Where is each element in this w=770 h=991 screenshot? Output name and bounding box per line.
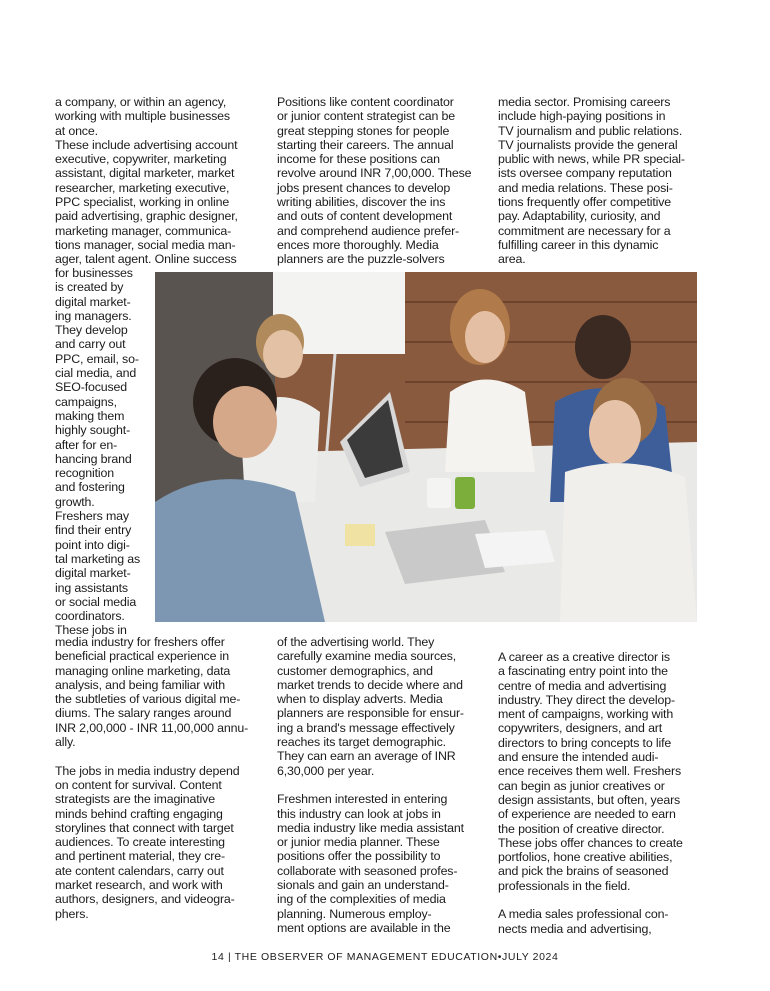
text-line: after for en- <box>55 437 118 452</box>
text-line: researcher, marketing executive, <box>55 180 230 195</box>
text-line: sionals and gain an understand- <box>277 878 449 893</box>
text-line: jobs present chances to develop <box>277 180 451 195</box>
text-line: and fostering <box>55 480 125 495</box>
text-line: These jobs offer chances to create <box>498 835 683 850</box>
text-line: ists oversee company reputation <box>498 166 672 181</box>
text-line: public with news, while PR special- <box>498 152 685 167</box>
text-line: carefully examine media sources, <box>277 649 457 664</box>
text-line: executive, copywriter, marketing <box>55 152 227 167</box>
text-line: planning. Numerous employ- <box>277 906 432 921</box>
text-line: customer demographics, and <box>277 663 433 678</box>
text-line: or junior media planner. These <box>277 835 440 850</box>
text-line: ing a brand's message effectively <box>277 720 455 735</box>
text-line: ing managers. <box>55 308 132 323</box>
text-line: working with multiple businesses <box>55 109 230 124</box>
text-line: ment options are available in the <box>277 920 451 935</box>
text-line: campaigns, <box>55 394 117 409</box>
text-line: ing assistants <box>55 580 128 595</box>
text-line: managing online marketing, data <box>55 663 231 678</box>
text-line: media industry for freshers offer <box>55 635 225 649</box>
paragraph-gap <box>498 893 683 907</box>
text-line: ate content calendars, carry out <box>55 863 224 878</box>
text-line: planners are responsible for ensur- <box>277 706 464 721</box>
text-line: at once. <box>55 123 98 138</box>
text-line: this industry can look at jobs in <box>277 806 441 821</box>
text-line: media sector. Promising careers <box>498 95 671 109</box>
publication-name: THE OBSERVER OF MANAGEMENT EDUCATION <box>234 951 498 963</box>
text-line: audiences. To create interesting <box>55 835 225 850</box>
text-line: Freshmen interested in entering <box>277 792 448 807</box>
text-line: authors, designers, and videogra- <box>55 892 235 907</box>
text-line: minds behind crafting engaging <box>55 806 223 821</box>
paragraph-gap <box>55 749 248 763</box>
text-line: reaches its target demographic. <box>277 735 446 750</box>
text-line: point into digi- <box>55 537 130 552</box>
text-line: directors to bring concepts to life <box>498 735 672 750</box>
text-line: cial media, and <box>55 366 137 381</box>
text-line: the position of creative director. <box>498 821 665 836</box>
text-line: market research, and work with <box>55 878 223 893</box>
text-line: assistant, digital marketer, market <box>55 166 235 181</box>
text-line: can begin as junior creatives or <box>498 778 665 793</box>
column-2-top <box>277 95 471 267</box>
text-line: great stepping stones for people <box>277 123 450 138</box>
text-line: TV journalism and public relations. <box>498 123 683 138</box>
text-line: find their entry <box>55 523 132 538</box>
column-2-bottom <box>277 635 464 935</box>
text-line: coordinators. <box>55 609 125 624</box>
text-line: when to display adverts. Media <box>277 692 443 707</box>
text-line: collaborate with seasoned profes- <box>277 863 458 878</box>
text-line: and carry out <box>55 337 126 352</box>
text-line: centre of media and advertising <box>498 678 667 693</box>
text-line: A career as a creative director is <box>498 650 670 664</box>
footer-dot: • <box>497 951 503 963</box>
text-line: A media sales professional con- <box>498 907 669 922</box>
text-line: digital market- <box>55 294 131 309</box>
text-line: or social media <box>55 594 137 609</box>
text-line: These include advertising account <box>55 137 238 152</box>
text-line: paid advertising, graphic designer, <box>55 209 238 224</box>
text-line: of experience are needed to earn <box>498 807 676 822</box>
text-line: analysis, and being familiar with <box>55 677 225 692</box>
text-line: commitment are necessary for a <box>498 223 671 238</box>
team-meeting-photo <box>155 272 697 622</box>
text-line: market trends to decide where and <box>277 677 463 692</box>
text-line: recognition <box>55 466 114 481</box>
text-line: portfolios, hone creative abilities, <box>498 850 673 865</box>
text-line: income for these positions can <box>277 152 440 167</box>
text-line: beneficial practical experience in <box>55 649 229 664</box>
text-line: area. <box>498 252 526 267</box>
text-line: and outs of content development <box>277 209 453 224</box>
text-line: Positions like content coordinator <box>277 95 454 109</box>
column-1-top <box>55 95 238 267</box>
text-line: tions manager, social media man- <box>55 237 236 252</box>
text-line: PPC, email, so- <box>55 351 139 366</box>
text-line: ager, talent agent. Online success <box>55 252 237 267</box>
column-1-bottom <box>55 635 248 921</box>
text-line: digital market- <box>55 566 131 581</box>
column-3-top <box>498 95 685 267</box>
text-line: a fascinating entry point into the <box>498 664 668 679</box>
text-line: planners are the puzzle-solvers <box>277 252 445 267</box>
text-line: phers. <box>55 906 89 921</box>
text-line: They develop <box>55 323 128 338</box>
text-line: a company, or within an agency, <box>55 95 227 109</box>
text-line: nects media and advertising, <box>498 921 652 936</box>
text-line: professionals in the field. <box>498 878 631 893</box>
text-line: pay. Adaptability, curiosity, and <box>498 209 661 224</box>
text-line: PPC specialist, working in online <box>55 195 230 210</box>
text-line: writing abilities, discover the ins <box>277 195 446 210</box>
column-3-bottom <box>498 650 683 936</box>
paragraph-gap <box>277 778 464 792</box>
text-line: INR 2,00,000 - INR 11,00,000 annu- <box>55 720 249 735</box>
column-1-wrap-text <box>55 266 140 638</box>
text-line: revolve around INR 7,00,000. These <box>277 166 472 181</box>
text-line: and ensure the intended audi- <box>498 750 659 765</box>
text-line: These jobs in <box>55 623 127 638</box>
text-line: on content for survival. Content <box>55 777 222 792</box>
text-line: copywriters, designers, and art <box>498 721 663 736</box>
text-line: the subtleties of various digital me- <box>55 692 241 707</box>
text-line: SEO-focused <box>55 380 128 395</box>
text-line: Freshers may <box>55 509 129 524</box>
footer-separator: | <box>224 951 235 963</box>
text-line: or junior content strategist can be <box>277 109 455 124</box>
text-line: tions frequently offer competitive <box>498 195 672 210</box>
text-line: and media relations. These posi- <box>498 180 673 195</box>
text-line: and pertinent material, they cre- <box>55 849 225 864</box>
text-line: diums. The salary ranges around <box>55 706 232 721</box>
text-line: and comprehend audience prefer- <box>277 223 460 238</box>
text-line: media industry like media assistant <box>277 820 464 835</box>
text-line: fulfilling career in this dynamic <box>498 237 659 252</box>
text-line: starting their careers. The annual <box>277 137 454 152</box>
page-footer <box>0 951 770 963</box>
text-line: The jobs in media industry depend <box>55 763 240 778</box>
page-number: 14 <box>211 951 225 963</box>
text-line: for businesses <box>55 266 133 280</box>
text-line: hancing brand <box>55 451 132 466</box>
text-line: 6,30,000 per year. <box>277 763 375 778</box>
text-line: making them <box>55 408 125 423</box>
text-line: positions offer the possibility to <box>277 849 441 864</box>
text-line: growth. <box>55 494 95 509</box>
text-line: tal marketing as <box>55 551 141 566</box>
text-line: highly sought- <box>55 423 131 438</box>
text-line: and pick the brains of seasoned <box>498 864 669 879</box>
text-line: strategists are the imaginative <box>55 792 215 807</box>
issue-date: JULY 2024 <box>502 951 559 963</box>
text-line: marketing manager, communica- <box>55 223 232 238</box>
text-line: ences more thoroughly. Media <box>277 237 439 252</box>
text-line: ing of the complexities of media <box>277 892 446 907</box>
text-line: is created by <box>55 280 124 295</box>
text-line: ally. <box>55 735 76 750</box>
text-line: include high-paying positions in <box>498 109 666 124</box>
text-line: industry. They direct the develop- <box>498 692 675 707</box>
text-line: ence receives them well. Freshers <box>498 764 682 779</box>
text-line: ment of campaigns, working with <box>498 707 674 722</box>
text-line: TV journalists provide the general <box>498 137 678 152</box>
text-line: storylines that connect with target <box>55 820 234 835</box>
text-line: They can earn an average of INR <box>277 749 456 764</box>
text-line: of the advertising world. They <box>277 635 435 649</box>
text-line: design assistants, but often, years <box>498 792 681 807</box>
